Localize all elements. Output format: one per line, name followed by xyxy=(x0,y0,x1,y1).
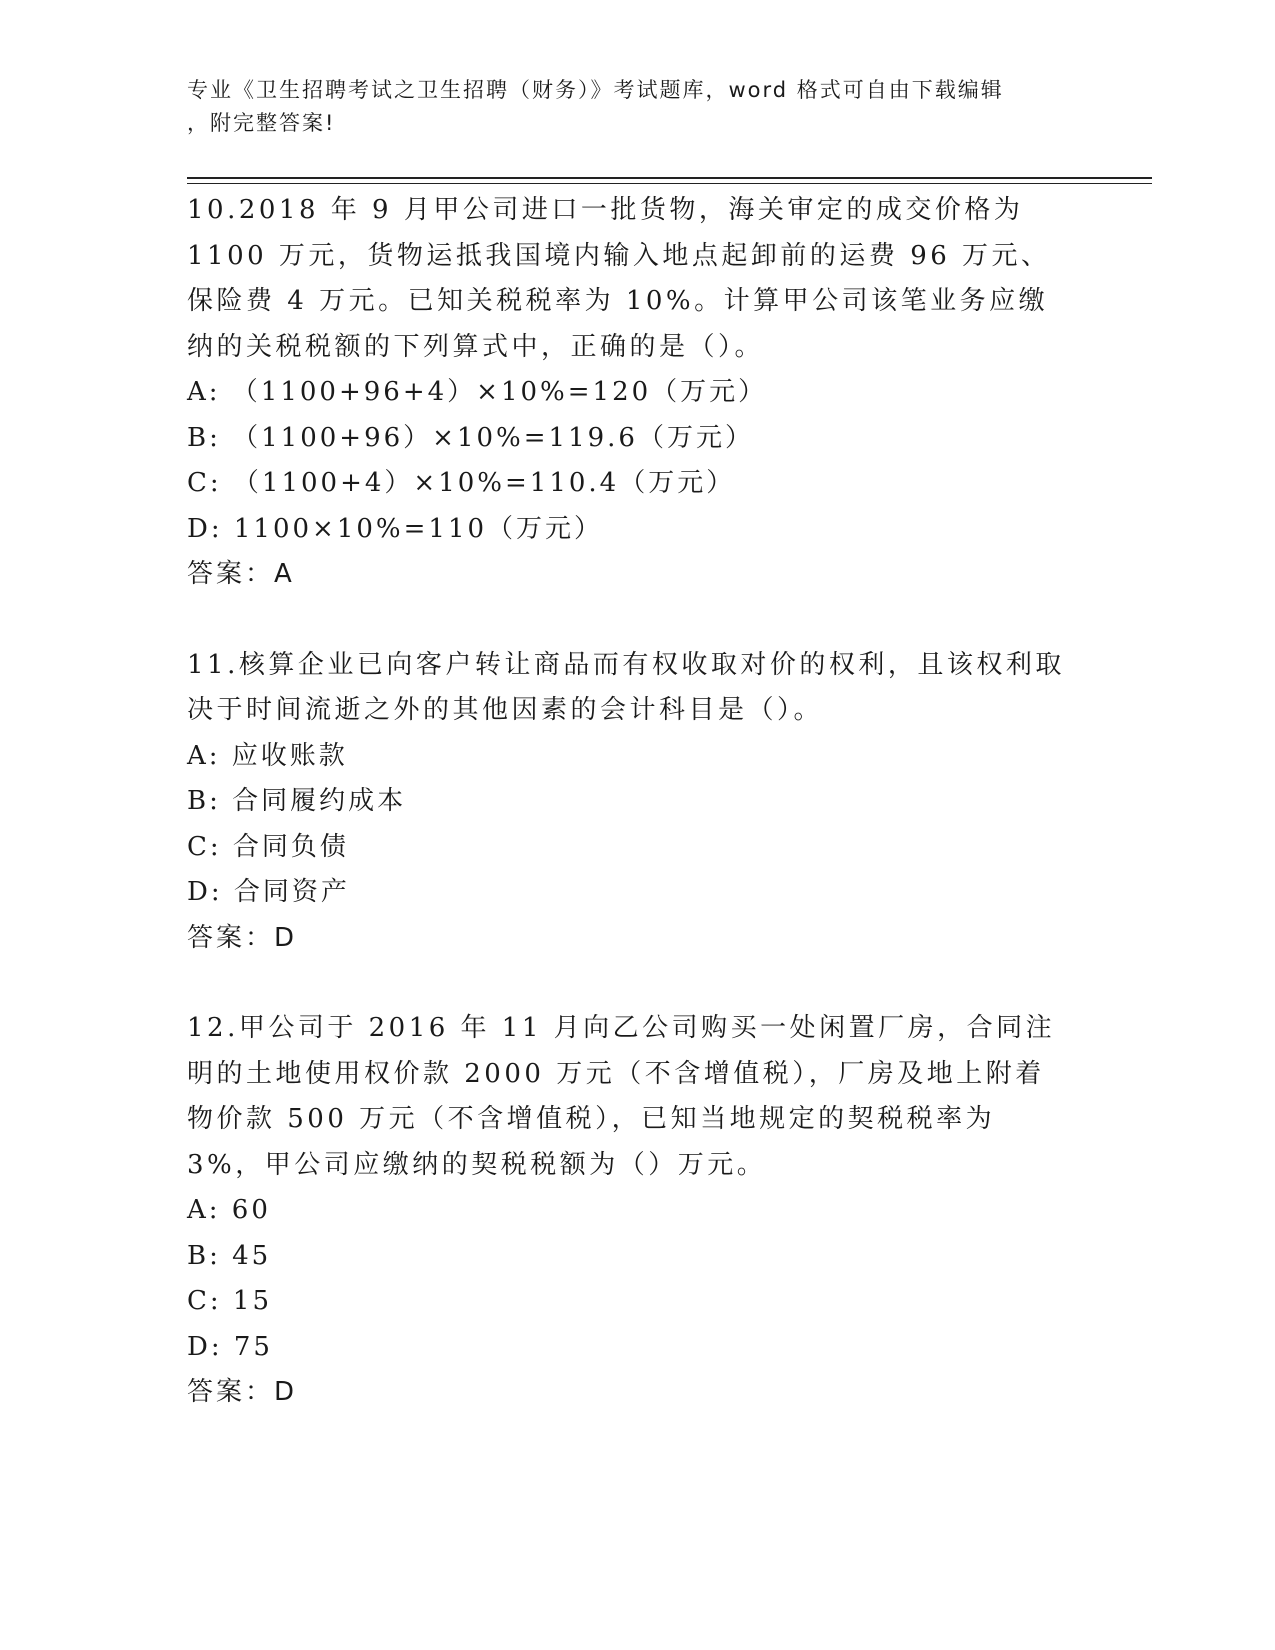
option-a: A: 60 xyxy=(187,1195,271,1225)
option-d: D: 合同资产 xyxy=(187,877,350,907)
header-line-2: ，附完整答案! xyxy=(187,111,336,135)
question-stem: 11.核算企业已向客户转让商品而有权收取对价的权利，且该权利取决于时间流逝之外的其他因素的会计科目是（）。 xyxy=(187,649,1065,725)
spacer xyxy=(187,598,1087,643)
option-a: A: 应收账款 xyxy=(187,740,348,771)
header-divider-thin xyxy=(187,183,1152,184)
answer-line: 答案：D xyxy=(187,922,298,953)
question-10 xyxy=(187,188,1087,598)
question-12 xyxy=(187,1006,1087,1416)
option-b: B: （1100+96）×10%=119.6（万元） xyxy=(187,422,754,453)
option-c: C: 合同负债 xyxy=(187,831,349,862)
option-a: A: （1100+96+4）×10%=120（万元） xyxy=(187,377,768,407)
question-stem: 12.甲公司于 2016 年 11 月向乙公司购买一处闲置厂房，合同注明的土地使用权价款 2000 万元（不含增值税），厂房及地上附着物价款 500 万元（不含增值税），已知当地规定的契税税率为 3%，甲公司应缴纳的契税税额为（）万元。 xyxy=(187,1013,1056,1180)
answer-line: 答案：D xyxy=(187,1377,298,1407)
question-list xyxy=(187,188,1087,1416)
option-d: D: 1100×10%=110（万元） xyxy=(187,513,604,544)
header-line-1: 专业《卫生招聘考试之卫生招聘（财务）》考试题库，word 格式可自由下载编辑 xyxy=(187,78,1004,102)
option-b: B: 45 xyxy=(187,1240,272,1271)
question-stem: 10.2018 年 9 月甲公司进口一批货物，海关审定的成交价格为 1100 万元，货物运抵我国境内输入地点起卸前的运费 96 万元、保险费 4 万元。已知关税税率为 10%。计算甲公司该笔业务应缴纳的关税税额的下列算式中，正确的是（）。 xyxy=(187,195,1051,362)
header-divider-thick xyxy=(187,177,1152,179)
question-11 xyxy=(187,643,1087,962)
spacer xyxy=(187,961,1087,1006)
option-d: D: 75 xyxy=(187,1331,273,1362)
option-c: C: 15 xyxy=(187,1286,273,1316)
option-c: C: （1100+4）×10%=110.4（万元） xyxy=(187,468,736,498)
option-b: B: 合同履约成本 xyxy=(187,786,407,816)
answer-line: 答案：A xyxy=(187,559,295,589)
document-header xyxy=(187,74,1067,140)
